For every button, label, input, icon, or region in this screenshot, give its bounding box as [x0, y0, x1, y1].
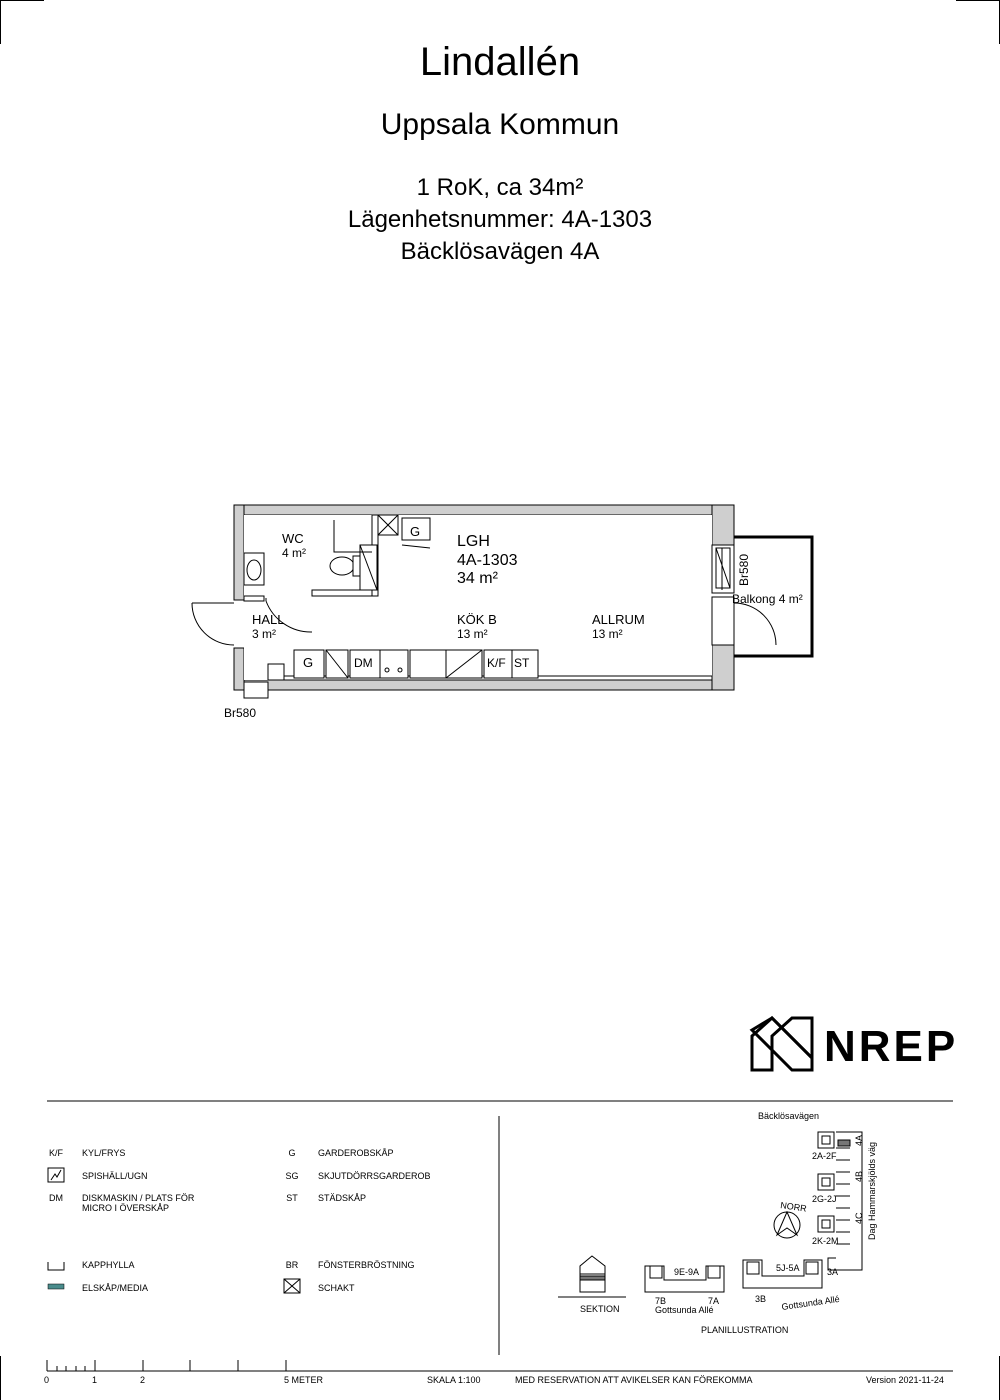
- north-label: NORR: [779, 1200, 808, 1214]
- apartment-size: 1 RoK, ca 34m²: [416, 174, 584, 201]
- building-9e: 9E-9A: [674, 1267, 700, 1277]
- lgh-area: 34 m²: [457, 570, 498, 587]
- legend-text-wardrobe: GARDEROBSKÅP: [318, 1148, 394, 1158]
- kitchen-label: KÖK B: [457, 612, 497, 627]
- building-7a: 7A: [708, 1296, 720, 1306]
- shaft-icon: [284, 1279, 300, 1293]
- site-street-top: Bäcklösavägen: [758, 1111, 820, 1121]
- allrum-area: 13 m²: [592, 627, 623, 641]
- entry-door: [192, 603, 234, 645]
- section-label: SEKTION: [580, 1304, 620, 1314]
- version: Version 2021-11-24: [866, 1375, 944, 1385]
- page-title: Lindallén: [419, 40, 581, 84]
- dishwasher-label: DM: [354, 656, 373, 670]
- scale-mark-5: 5 METER: [284, 1375, 324, 1385]
- cleaning-cabinet-label: ST: [514, 656, 530, 670]
- legend-text-fridge: KYL/FRYS: [82, 1148, 126, 1158]
- balcony-label: Balkong 4 m²: [732, 592, 803, 606]
- legend-text-electrical: ELSKÅP/MEDIA: [82, 1283, 149, 1293]
- legend-abbr-st: ST: [286, 1193, 298, 1203]
- building-2g: 2G-2J: [812, 1194, 837, 1204]
- address: Bäcklösavägen 4A: [400, 238, 600, 265]
- hall-label: HALL: [252, 612, 285, 627]
- site-street-bottom-right: Gottsunda Allé: [780, 1293, 841, 1312]
- legend-abbr-sg: SG: [285, 1171, 299, 1181]
- shaft-symbol: [378, 515, 398, 535]
- site-street-bottom-left: Gottsunda Allé: [655, 1305, 714, 1315]
- electrical-cabinet-icon: [48, 1284, 64, 1289]
- scale-mark-0: 0: [44, 1375, 50, 1385]
- legend-text-sliding-wardrobe: SKJUTDÖRRSGARDEROB: [318, 1171, 431, 1181]
- legend-text-dishwasher: DISKMASKIN / PLATS FÖR MICRO I ÖVERSKÅP: [82, 1193, 195, 1213]
- legend-abbr-dm: DM: [49, 1193, 63, 1203]
- scale-mark-2: 2: [140, 1375, 146, 1385]
- disclaimer: MED RESERVATION ATT AVIKELSER KAN FÖREKOMMA: [515, 1375, 753, 1385]
- wardrobe-label-top: G: [410, 524, 421, 539]
- municipality: Uppsala Kommun: [380, 108, 620, 141]
- building-2a: 2A-2F: [812, 1151, 837, 1161]
- kitchen-area: 13 m²: [457, 627, 488, 641]
- building-4a: 4A: [854, 1134, 864, 1146]
- wardrobe-label-bottom: G: [303, 655, 314, 670]
- wc-label: WC: [282, 531, 304, 546]
- legend-abbr-g: G: [288, 1148, 296, 1158]
- scale-bar: [47, 1360, 286, 1371]
- building-3b: 3B: [755, 1294, 767, 1304]
- building-4b: 4B: [854, 1170, 864, 1182]
- building-3a: 3A: [827, 1267, 839, 1277]
- legend-abbr-br: BR: [285, 1260, 299, 1270]
- legend-text-stove: SPISHÄLL/UGN: [82, 1171, 148, 1181]
- legend-abbr-kf: K/F: [48, 1148, 63, 1158]
- lgh-number: 4A-1303: [457, 552, 518, 569]
- allrum-label: ALLRUM: [592, 612, 645, 627]
- fridge-label: K/F: [487, 656, 506, 670]
- legend-text-parapet: FÖNSTERBRÖSTNING: [318, 1260, 415, 1270]
- apartment-number: Lägenhetsnummer: 4A-1303: [347, 206, 653, 233]
- stove-icon: [48, 1168, 64, 1182]
- window-parapet-label-left: Br580: [224, 706, 257, 720]
- building-4c: 4C: [854, 1212, 864, 1224]
- building-2k: 2K-2M: [812, 1236, 839, 1246]
- scale-mark-1: 1: [92, 1375, 98, 1385]
- hall-area: 3 m²: [252, 627, 276, 641]
- window-parapet-label-right: Br580: [737, 553, 751, 586]
- legend-text-coat-shelf: KAPPHYLLA: [82, 1260, 135, 1270]
- scale-label: SKALA 1:100: [427, 1375, 481, 1385]
- coat-shelf-icon: [48, 1262, 64, 1270]
- building-7b: 7B: [655, 1296, 667, 1306]
- building-5j: 5J-5A: [776, 1263, 800, 1273]
- site-street-right: Dag Hammarskjölds väg: [867, 1141, 877, 1240]
- legend-text-shaft: SCHAKT: [318, 1283, 355, 1293]
- nrep-wordmark: NREP: [824, 1022, 959, 1071]
- lgh-label: LGH: [457, 533, 490, 550]
- legend-text-cleaning: STÄDSKÅP: [318, 1193, 367, 1203]
- plan-illustration-label: PLANILLUSTRATION: [701, 1325, 789, 1335]
- nrep-logo-icon: [752, 1018, 812, 1070]
- wc-area: 4 m²: [282, 546, 306, 560]
